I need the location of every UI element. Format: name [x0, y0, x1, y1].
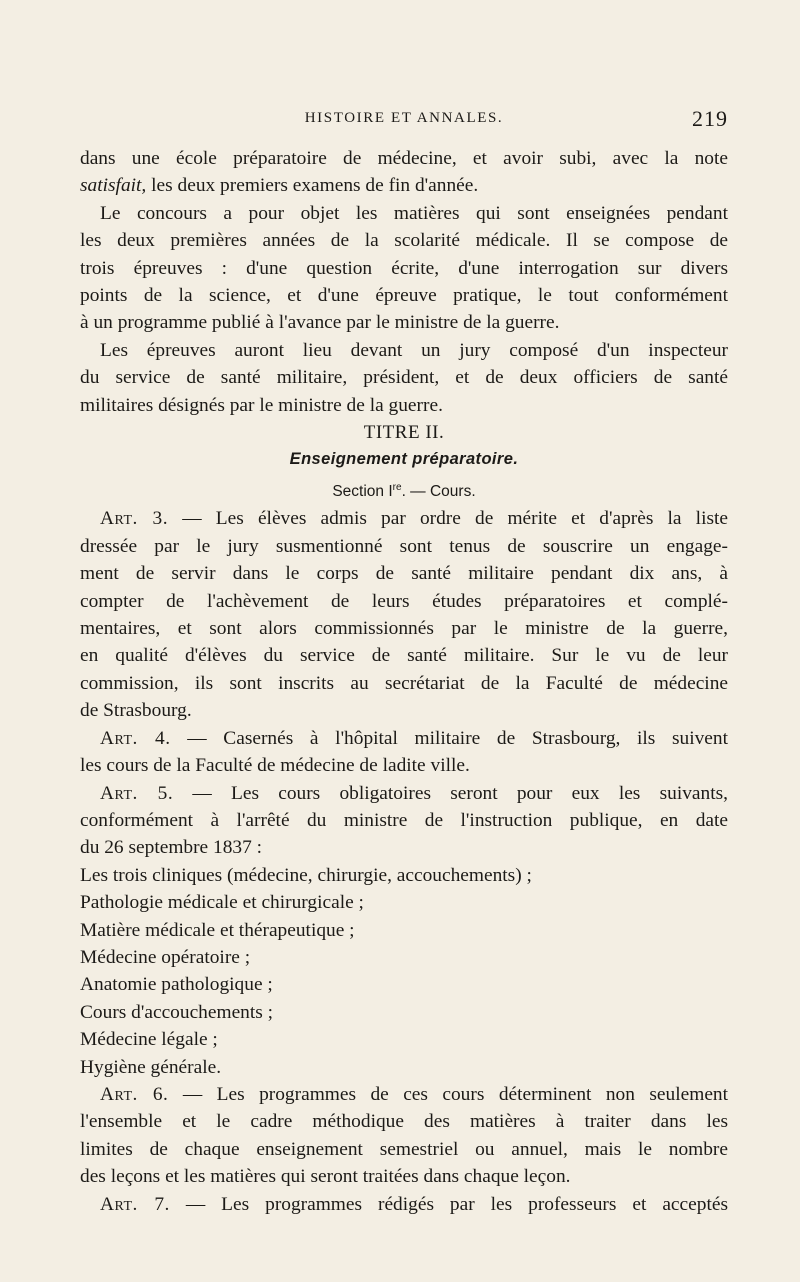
- title-heading: TITRE II.: [363, 422, 445, 444]
- text-line: points de la science, et d'une épreuve pratique, le tout conformément: [80, 285, 728, 307]
- article-3: [80, 505, 728, 724]
- text-line: Le concours a pour objet les matières qui sont enseignées pendant: [100, 202, 728, 224]
- course-item: Pathologie médicale et chirurgicale ;: [80, 892, 364, 914]
- course-item: Les trois cliniques (médecine, chirurgie, accouchements) ;: [80, 864, 532, 886]
- article-7: [80, 1191, 728, 1218]
- text-line: dressée par le jury susmentionné sont tenus de souscrire un engage-: [80, 535, 728, 557]
- article-4: [80, 725, 728, 780]
- italic-word: satisfait,: [80, 175, 147, 197]
- running-title: HISTOIRE ET ANNALES.: [304, 110, 504, 126]
- section-heading: Section Ire. — Cours.: [332, 481, 476, 501]
- text-line: dans une école préparatoire de médecine, et avoir subi, avec la note: [80, 148, 728, 169]
- article-5: [80, 780, 728, 1081]
- text-line: Art. 7. — Les programmes rédigés par les professeurs et acceptés: [100, 1193, 728, 1215]
- article-label: Art. 4.: [100, 727, 171, 749]
- text-line: du 26 septembre 1837 :: [80, 837, 263, 859]
- paragraph-epreuves: [80, 337, 728, 419]
- text-line: des leçons et les matières qui seront traitées dans chaque leçon.: [80, 1166, 571, 1188]
- text-line: l'ensemble et le cadre méthodique des matières à traiter dans les: [80, 1111, 728, 1133]
- text-line: les cours de la Faculté de médecine de ladite ville.: [80, 755, 470, 777]
- page-number: 219: [692, 106, 728, 131]
- text-line: Art. 6. — Les programmes de ces cours déterminent non seulement: [100, 1083, 729, 1105]
- article-label: Art. 3.: [100, 508, 169, 530]
- text-line: du service de santé militaire, président, et de deux officiers de santé: [80, 367, 728, 389]
- course-item: Anatomie pathologique ;: [80, 974, 273, 996]
- text-line: satisfait, les deux premiers examens de fin d'année.: [80, 175, 479, 197]
- page-body: [80, 145, 728, 1218]
- text-line: conformément à l'arrêté du ministre de l'instruction publique, en date: [80, 809, 728, 831]
- course-item: Matière médicale et thérapeutique ;: [80, 919, 355, 941]
- text-line: à un programme publié à l'avance par le ministre de la guerre.: [80, 312, 560, 334]
- text-line: mentaires, et sont alors commissionnés par le ministre de la guerre,: [80, 618, 728, 640]
- text-line: Art. 3. — Les élèves admis par ordre de mérite et d'après la liste: [100, 508, 729, 530]
- text-line: trois épreuves : d'une question écrite, d'une interrogation sur divers: [80, 257, 728, 279]
- text-line: en qualité d'élèves du service de santé militaire. Sur le vu de leur: [80, 645, 728, 667]
- course-item: Hygiène générale.: [80, 1056, 222, 1078]
- text-line: les deux premières années de la scolarité médicale. Il se compose de: [80, 230, 728, 252]
- course-item: Médecine opératoire ;: [80, 946, 251, 968]
- article-label: Art. 5.: [100, 782, 174, 804]
- text-line: limites de chaque enseignement semestriel ou annuel, mais le nombre: [80, 1138, 728, 1160]
- course-item: Cours d'accouchements ;: [80, 1001, 274, 1023]
- text-line: Les épreuves auront lieu devant un jury composé d'un inspecteur: [100, 339, 728, 361]
- text-line: Art. 4. — Casernés à l'hôpital militaire de Strasbourg, ils suivent: [100, 727, 728, 749]
- article-label: Art. 6.: [100, 1083, 169, 1105]
- course-item: Médecine légale ;: [80, 1029, 218, 1051]
- text-line: ment de servir dans le corps de santé militaire pendant dix ans, à: [80, 563, 728, 585]
- text-line: militaires désignés par le ministre de la guerre.: [80, 394, 443, 416]
- text-line: Art. 5. — Les cours obligatoires seront pour eux les suivants,: [100, 782, 728, 804]
- subtitle-heading: Enseignement préparatoire.: [289, 450, 519, 469]
- page-header: [80, 104, 728, 134]
- text-line: compter de l'achèvement de leurs études préparatoires et complé-: [80, 590, 728, 612]
- text-line: de Strasbourg.: [80, 700, 192, 722]
- paragraph-concours: [80, 200, 728, 337]
- article-label: Art. 7.: [100, 1193, 170, 1215]
- article-6: [80, 1081, 728, 1191]
- text-line: commission, ils sont inscrits au secrétariat de la Faculté de médecine: [80, 672, 728, 694]
